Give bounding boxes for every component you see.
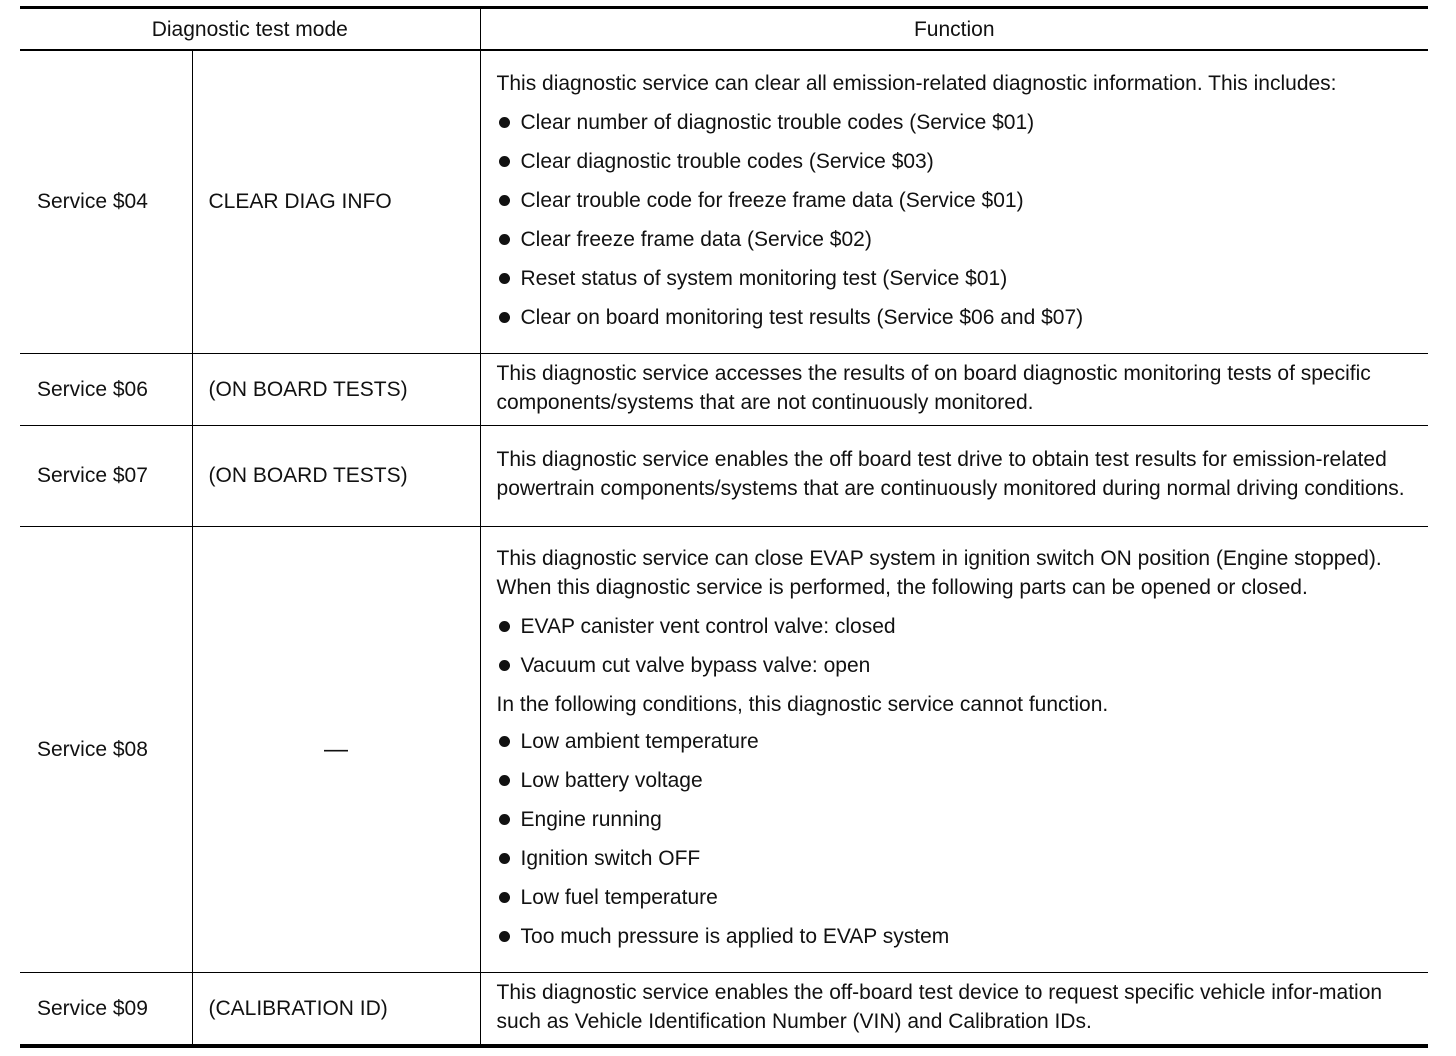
list-item bbox=[497, 186, 1419, 215]
conditions-intro: In the following conditions, this diagnostic service cannot function. bbox=[496, 693, 1109, 716]
bullet-icon bbox=[499, 853, 510, 864]
list-item-text: Reset status of system monitoring test (Service $01) bbox=[520, 266, 1008, 290]
bullet-icon bbox=[499, 736, 510, 747]
test-mode: (ON BOARD TESTS) bbox=[192, 425, 480, 526]
function-description bbox=[480, 425, 1428, 526]
bullet-list bbox=[497, 108, 1419, 332]
list-item bbox=[497, 612, 1419, 641]
bullet-icon bbox=[499, 775, 510, 786]
bullet-icon bbox=[499, 312, 510, 323]
service-code: Service $08 bbox=[20, 526, 192, 972]
service-code: Service $09 bbox=[20, 972, 192, 1046]
list-item bbox=[497, 225, 1419, 254]
list-item bbox=[497, 883, 1419, 912]
function-description bbox=[480, 526, 1428, 972]
bullet-icon bbox=[499, 117, 510, 128]
test-mode: (ON BOARD TESTS) bbox=[192, 353, 480, 425]
list-item-text: Low battery voltage bbox=[520, 769, 703, 792]
function-text: This diagnostic service enables the off board test drive to obtain test results for emission-related powertrain components/systems that are continuously monitored during normal driving conditions. bbox=[496, 448, 1405, 500]
bullet-icon bbox=[499, 660, 510, 671]
bullet-icon bbox=[499, 892, 510, 903]
test-mode: (CALIBRATION ID) bbox=[192, 972, 480, 1046]
service-code: Service $06 bbox=[20, 353, 192, 425]
bullet-icon bbox=[499, 621, 510, 632]
list-item-text: Ignition switch OFF bbox=[520, 847, 701, 870]
diagnostic-test-mode-table bbox=[20, 6, 1428, 1048]
table-row-service-07 bbox=[20, 425, 1428, 526]
bullet-icon bbox=[499, 931, 510, 942]
list-item bbox=[497, 651, 1419, 680]
list-item bbox=[497, 727, 1419, 756]
list-item-text: Too much pressure is applied to EVAP system bbox=[520, 925, 950, 948]
list-item-text: Clear number of diagnostic trouble codes (Service $01) bbox=[520, 110, 1035, 134]
table-row-service-08 bbox=[20, 526, 1428, 972]
list-item bbox=[497, 922, 1419, 951]
table-row-service-04 bbox=[20, 50, 1428, 353]
list-item bbox=[497, 844, 1419, 873]
bullet-icon bbox=[499, 156, 510, 167]
list-item bbox=[497, 147, 1419, 176]
service-code: Service $07 bbox=[20, 425, 192, 526]
list-item bbox=[497, 805, 1419, 834]
list-item-text: Clear trouble code for freeze frame data (Service $01) bbox=[520, 188, 1024, 212]
table-row-service-09 bbox=[20, 972, 1428, 1046]
function-description bbox=[480, 50, 1428, 353]
function-intro: This diagnostic service can clear all emission-related diagnostic information. This includes: bbox=[496, 71, 1337, 95]
header-function: Function bbox=[913, 17, 995, 41]
bullet-list bbox=[497, 612, 1419, 680]
header-diagnostic-test-mode: Diagnostic test mode bbox=[20, 8, 480, 51]
list-item bbox=[497, 108, 1419, 137]
list-item bbox=[497, 766, 1419, 795]
list-item-text: Clear on board monitoring test results (Service $06 and $07) bbox=[520, 305, 1084, 329]
function-intro: This diagnostic service can close EVAP system in ignition switch ON position (Engine stopped). When this diagnostic service is performed, the following parts can be opened or closed. bbox=[496, 547, 1382, 599]
list-item-text: Vacuum cut valve bypass valve: open bbox=[520, 654, 871, 677]
list-item-text: EVAP canister vent control valve: closed bbox=[520, 615, 896, 638]
function-description bbox=[480, 972, 1428, 1046]
bullet-icon bbox=[499, 234, 510, 245]
bullet-icon bbox=[499, 273, 510, 284]
list-item-text: Clear freeze frame data (Service $02) bbox=[520, 227, 872, 251]
function-text: This diagnostic service enables the off-board test device to request specific vehicle infor-mation such as Vehicle Identification Number (VIN) and Calibration IDs. bbox=[496, 980, 1383, 1033]
list-item bbox=[497, 264, 1419, 293]
bullet-icon bbox=[499, 195, 510, 206]
table-header-row bbox=[20, 8, 1428, 51]
test-mode: — bbox=[192, 526, 480, 972]
test-mode: CLEAR DIAG INFO bbox=[192, 50, 480, 353]
list-item-text: Engine running bbox=[520, 808, 662, 831]
table-row-service-06 bbox=[20, 353, 1428, 425]
conditions-list bbox=[497, 727, 1419, 951]
list-item bbox=[497, 303, 1419, 332]
list-item-text: Low fuel temperature bbox=[520, 886, 718, 909]
service-code: Service $04 bbox=[20, 50, 192, 353]
function-text: This diagnostic service accesses the results of on board diagnostic monitoring tests of specific components/systems that are not continuously monitored. bbox=[496, 361, 1371, 414]
function-description bbox=[480, 353, 1428, 425]
bullet-icon bbox=[499, 814, 510, 825]
list-item-text: Low ambient temperature bbox=[520, 730, 759, 753]
list-item-text: Clear diagnostic trouble codes (Service $03) bbox=[520, 149, 934, 173]
